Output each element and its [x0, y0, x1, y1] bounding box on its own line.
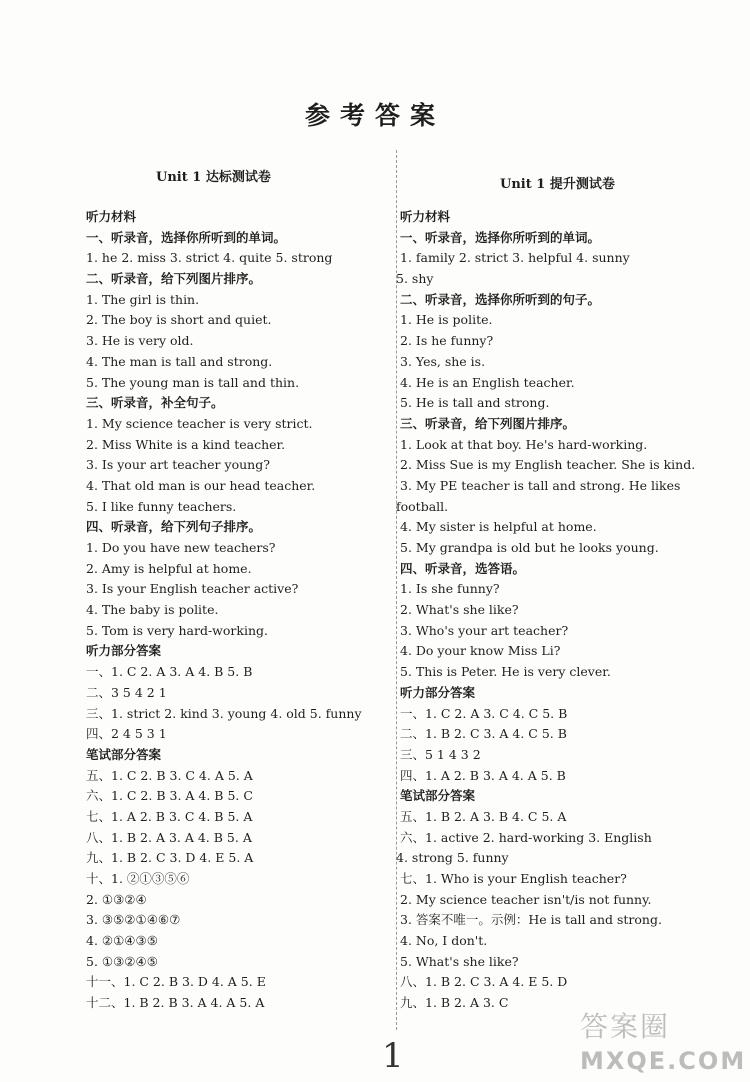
watermark-url: MXQE.COM	[580, 1047, 747, 1075]
answer-line: football.	[396, 498, 449, 514]
answer-line: 5. This is Peter. He is very clever.	[400, 664, 611, 680]
section-heading: 二、听录音，给下列图片排序。	[86, 271, 262, 287]
answer-line: 4. He is an English teacher.	[400, 374, 575, 390]
watermark	[580, 1005, 745, 1082]
answer-line: 六、1. C 2. B 3. A 4. B 5. C	[86, 788, 253, 804]
answer-line: 三、5 1 4 3 2	[400, 746, 481, 762]
answer-line: 六、1. active 2. hard-working 3. English	[400, 829, 652, 845]
answer-line: 2. Miss White is a kind teacher.	[86, 436, 286, 452]
left-column	[86, 165, 386, 1014]
answer-line: 2. The boy is short and quiet.	[86, 312, 272, 328]
answer-line: 二、3 5 4 2 1	[86, 684, 167, 700]
section-heading: 二、听录音，选择你所听到的句子。	[400, 291, 601, 307]
answer-line: 1. He is polite.	[400, 312, 493, 328]
section-heading: 笔试部分答案	[86, 746, 162, 762]
answer-line: 2. ①③②④	[86, 891, 147, 907]
answer-line: 2. Is he funny?	[400, 333, 494, 349]
answer-line: 七、1. Who is your English teacher?	[400, 871, 627, 886]
left-answer-lines	[86, 207, 386, 1014]
answer-line: 1. Do you have new teachers?	[86, 540, 276, 555]
answer-line: 3. Yes, she is.	[400, 353, 486, 369]
answer-line: 一、1. C 2. A 3. A 4. B 5. B	[86, 664, 253, 680]
answer-line: 1. family 2. strict 3. helpful 4. sunny	[400, 250, 630, 266]
left-unit-title: Unit 1 达标测试卷	[156, 170, 271, 185]
answer-line: 3. ③⑤②①④⑥⑦	[86, 912, 181, 928]
answer-line: 九、1. B 2. C 3. D 4. E 5. A	[86, 850, 254, 866]
answer-line: 5. My grandpa is old but he looks young.	[400, 540, 659, 555]
section-heading: 听力材料	[400, 209, 451, 224]
answer-line: 1. Is she funny?	[400, 581, 500, 597]
answer-line: 5. I like funny teachers.	[86, 498, 237, 514]
answer-line: 十二、1. B 2. B 3. A 4. A 5. A	[86, 995, 265, 1011]
section-heading: 四、听录音，选答语。	[400, 560, 526, 576]
answer-line: 八、1. B 2. A 3. A 4. B 5. A	[86, 829, 252, 845]
page-title: 参考答案	[304, 101, 445, 130]
answer-line: 5. The young man is tall and thin.	[86, 374, 300, 390]
answer-line: 3. 答案不唯一。示例：He is tall and strong.	[400, 912, 662, 928]
answer-line: 4. The baby is polite.	[86, 602, 219, 618]
answer-line: 七、1. A 2. B 3. C 4. B 5. A	[86, 808, 253, 824]
answer-line: 2. Amy is helpful at home.	[86, 560, 252, 576]
answer-line: 4. Do your know Miss Li?	[400, 643, 561, 659]
answer-line: 5. What's she like?	[400, 953, 519, 969]
answer-line: 1. Look at that boy. He's hard-working.	[400, 436, 648, 452]
answer-line: 2. Miss Sue is my English teacher. She is kind.	[400, 457, 696, 473]
answer-line: 四、1. A 2. B 3. A 4. A 5. B	[400, 767, 566, 783]
answer-line: 3. Is your art teacher young?	[86, 457, 270, 473]
answer-line: 4. ②①④③⑤	[86, 933, 158, 949]
answer-line: 十、1. ②①③⑤⑥	[86, 871, 190, 886]
answer-line: 五、1. C 2. B 3. C 4. A 5. A	[86, 767, 253, 783]
section-heading: 一、听录音，选择你所听到的单词。	[86, 229, 287, 245]
section-heading: 听力部分答案	[400, 684, 476, 700]
watermark-logo: 答案圈	[580, 1010, 671, 1043]
answer-line: 五、1. B 2. A 3. B 4. C 5. A	[400, 808, 567, 824]
answer-line: 二、1. B 2. C 3. A 4. C 5. B	[400, 726, 567, 742]
answer-line: 4. strong 5. funny	[396, 850, 509, 866]
section-heading: 四、听录音，给下列句子排序。	[86, 519, 262, 535]
section-heading: 三、听录音，补全句子。	[86, 395, 224, 411]
answer-line: 九、1. B 2. A 3. C	[400, 995, 509, 1011]
answer-line: 1. he 2. miss 3. strict 4. quite 5. strong	[86, 250, 333, 266]
right-column	[396, 165, 720, 1014]
answer-line: 3. Who's your art teacher?	[400, 622, 569, 638]
section-heading: 听力材料	[86, 209, 137, 224]
answer-line: 三、1. strict 2. kind 3. young 4. old 5. funny	[86, 705, 362, 721]
answer-line: 5. Tom is very hard-working.	[86, 622, 268, 638]
answer-line: 4. My sister is helpful at home.	[400, 519, 597, 535]
answer-line: 5. ①③②④⑤	[86, 953, 158, 969]
answer-line: 3. My PE teacher is tall and strong. He likes	[400, 477, 681, 493]
answer-line: 5. shy	[396, 271, 434, 287]
answer-line: 3. Is your English teacher active?	[86, 581, 299, 597]
answer-line: 2. What's she like?	[400, 602, 519, 618]
answer-line: 1. My science teacher is very strict.	[86, 415, 313, 431]
section-heading: 听力部分答案	[86, 643, 162, 659]
answer-line: 4. No, I don't.	[400, 933, 488, 949]
answer-line: 5. He is tall and strong.	[400, 395, 550, 411]
answer-line: 3. He is very old.	[86, 333, 194, 349]
answer-line: 十一、1. C 2. B 3. D 4. A 5. E	[86, 974, 266, 990]
right-answer-lines	[396, 207, 720, 1014]
answer-line: 一、1. C 2. A 3. C 4. C 5. B	[400, 705, 568, 721]
page-number: 1	[382, 1036, 404, 1076]
answer-line: 4. The man is tall and strong.	[86, 353, 273, 369]
answer-line: 四、2 4 5 3 1	[86, 726, 167, 742]
answer-line: 2. My science teacher isn't/is not funny.	[400, 891, 652, 907]
answer-line: 4. That old man is our head teacher.	[86, 477, 316, 493]
answer-line: 八、1. B 2. C 3. A 4. E 5. D	[400, 974, 568, 990]
right-unit-title: Unit 1 提升测试卷	[500, 177, 615, 192]
section-heading: 一、听录音，选择你所听到的单词。	[400, 229, 601, 245]
answer-line: 1. The girl is thin.	[86, 291, 200, 307]
section-heading: 三、听录音，给下列图片排序。	[400, 415, 576, 431]
section-heading: 笔试部分答案	[400, 788, 476, 804]
